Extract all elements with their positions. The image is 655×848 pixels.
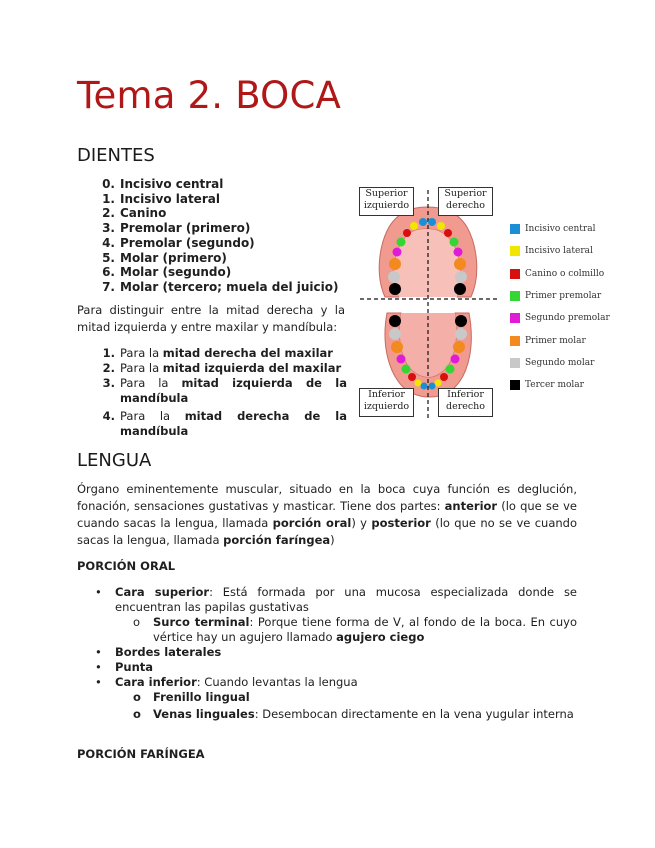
teeth-list: [77, 177, 338, 295]
subheading-porcion-oral: PORCIÓN ORAL: [77, 559, 176, 573]
tooth-lower-premolar1-l: [402, 365, 411, 374]
list-item: 1. Para la mitad derecha del maxilar: [102, 346, 333, 360]
legend-item: Incisivo central: [510, 218, 610, 240]
lengua-paragraph: Órgano eminentemente muscular, situado en la boca cuya función es deglución, fonación, sensaciones gustativas y masticar. Tiene dos partes: anterior (lo que se ve cuando sacas la lengua, llamada porción oral) y posterior (lo que no se ve cuando sacas la lengua, llamada porción faríngea): [77, 482, 578, 547]
tooth-lower-premolar2-l: [397, 355, 406, 364]
tooth-lower-premolar1-r: [446, 365, 455, 374]
tooth-lower-molar1-l: [391, 341, 403, 353]
list-item: o Venas linguales: Desembocan directamente en la vena yugular interna: [133, 707, 574, 721]
list-item: • Bordes laterales: [95, 645, 222, 659]
legend-item: Segundo molar: [510, 352, 610, 374]
oral-list: [77, 585, 577, 722]
list-item: 1. Incisivo lateral: [102, 191, 220, 206]
legend-item: Canino o colmillo: [510, 263, 610, 285]
legend-item: Tercer molar: [510, 374, 610, 396]
tooth-lower-molar3-r: [455, 315, 467, 327]
label-superior-izquierdo: Superior izquierdo: [359, 187, 414, 216]
list-item: 3. Para la mitad izquierda de la mandíbula: [102, 376, 348, 405]
list-item: 6. Molar (segundo): [102, 265, 232, 280]
list-item: 4. Premolar (segundo): [102, 235, 255, 250]
section-heading-lengua: LENGUA: [77, 450, 152, 471]
tooth-lower-incisor-central-l: [421, 383, 428, 390]
tooth-lower-molar2-l: [389, 328, 401, 340]
tooth-upper-canine-r: [444, 229, 452, 237]
list-item: • Cara inferior: Cuando levantas la lengua: [95, 675, 358, 689]
label-inferior-izquierdo: Inferior izquierdo: [359, 388, 414, 417]
list-item: 4. Para la mitad derecha de la mandíbula: [102, 409, 347, 438]
list-item: o Surco terminal: Porque tiene forma de V, al fondo de la boca. En cuyo vértice hay un agujero llamado agujero ciego: [133, 615, 577, 644]
tooth-upper-molar2-l: [388, 271, 400, 283]
tooth-upper-molar2-r: [455, 271, 467, 283]
list-item: • Cara superior: Está formada por una mucosa especializada donde se encuentran las papilas gustativas: [95, 585, 578, 614]
page-title: Tema 2. BOCA: [77, 74, 342, 117]
tooth-lower-molar2-r: [455, 328, 467, 340]
label-inferior-derecho: Inferior derecho: [438, 388, 493, 417]
tooth-lower-incisor-lateral-r: [435, 380, 442, 387]
list-item: 2. Canino: [102, 206, 167, 221]
subheading-porcion-faringea: PORCIÓN FARÍNGEA: [77, 747, 205, 761]
halves-list: [77, 346, 347, 439]
tooth-upper-incisor-central-l: [419, 218, 427, 226]
tooth-upper-molar3-l: [389, 283, 401, 295]
tooth-lower-incisor-lateral-l: [415, 380, 422, 387]
tooth-upper-premolar2-l: [393, 248, 402, 257]
tooth-upper-incisor-lateral-l: [410, 222, 418, 230]
legend-item: Incisivo lateral: [510, 240, 610, 262]
tooth-upper-premolar2-r: [454, 248, 463, 257]
legend-item: Primer premolar: [510, 285, 610, 307]
tooth-lower-premolar2-r: [451, 355, 460, 364]
tooth-lower-canine-l: [408, 373, 416, 381]
tooth-upper-premolar1-r: [450, 238, 459, 247]
list-item: • Punta: [95, 660, 154, 674]
list-item: o Frenillo lingual: [133, 690, 250, 704]
legend-item: Primer molar: [510, 329, 610, 351]
tooth-lower-molar1-r: [453, 341, 465, 353]
dental-legend: [510, 218, 610, 396]
list-item: 3. Premolar (primero): [102, 221, 251, 236]
paragraph-distinguir: Para distinguir entre la mitad derecha y la mitad izquierda y entre maxilar y mandíbula:: [77, 303, 345, 334]
list-item: 0. Incisivo central: [102, 177, 224, 191]
tooth-lower-canine-r: [440, 373, 448, 381]
tooth-upper-molar1-l: [389, 258, 401, 270]
tooth-upper-incisor-lateral-r: [437, 222, 445, 230]
section-heading-dientes: DIENTES: [77, 145, 155, 166]
tooth-upper-incisor-central-r: [428, 218, 436, 226]
tooth-upper-premolar1-l: [397, 238, 406, 247]
tooth-lower-incisor-central-r: [429, 383, 436, 390]
list-item: 5. Molar (primero): [102, 250, 227, 265]
legend-item: Segundo premolar: [510, 307, 610, 329]
tooth-upper-canine-l: [403, 229, 411, 237]
tooth-upper-molar1-r: [454, 258, 466, 270]
tooth-lower-molar3-l: [389, 315, 401, 327]
list-item: 2. Para la mitad izquierda del maxilar: [102, 361, 342, 375]
tooth-upper-molar3-r: [454, 283, 466, 295]
list-item: 7. Molar (tercero; muela del juicio): [102, 279, 339, 294]
label-superior-derecho: Superior derecho: [438, 187, 493, 216]
